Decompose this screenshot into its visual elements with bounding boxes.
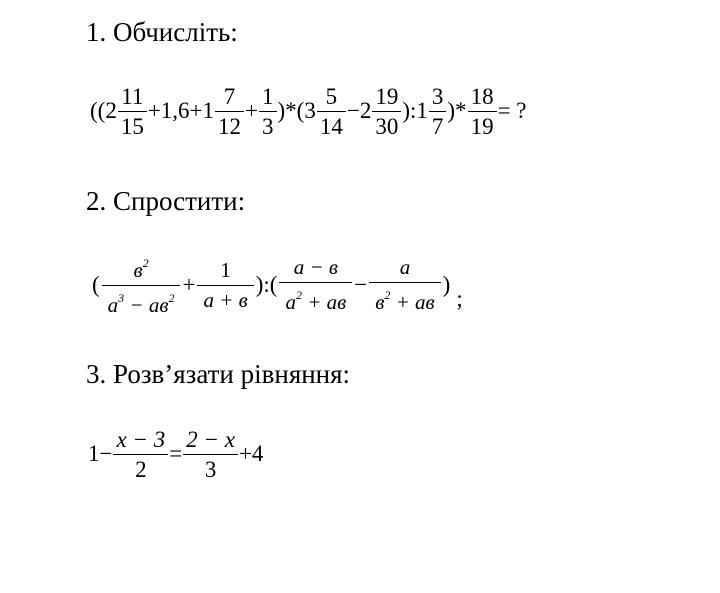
equals-sign: = — [169, 441, 183, 466]
expr-token: 1− — [88, 441, 113, 466]
fraction — [183, 427, 238, 482]
exponent: 2 — [168, 290, 175, 305]
task-3-equation — [88, 422, 263, 486]
numerator: a − в — [293, 255, 339, 279]
denominator: 15 — [118, 111, 147, 139]
numerator: 19 — [375, 83, 399, 109]
denominator — [369, 282, 440, 315]
denominator: 19 — [468, 111, 497, 139]
exponent: 2 — [384, 288, 391, 302]
numerator: 7 — [223, 83, 236, 109]
semicolon: ; — [456, 286, 463, 311]
denominator: 12 — [215, 111, 244, 139]
var: в — [133, 257, 143, 282]
fraction — [317, 84, 346, 139]
denominator — [279, 282, 352, 315]
var: в — [375, 290, 385, 314]
denominator: 3 — [183, 454, 238, 482]
fraction — [429, 84, 447, 139]
denominator: 7 — [429, 111, 447, 139]
fraction — [118, 84, 147, 139]
var: − aв — [124, 292, 169, 317]
numerator: 3 — [431, 83, 444, 109]
numerator: 11 — [121, 83, 144, 109]
numerator — [128, 253, 155, 285]
exponent: 2 — [142, 255, 149, 270]
numerator: 1 — [262, 83, 274, 109]
minus-sign: − — [354, 272, 368, 297]
denominator — [102, 285, 181, 318]
exponent: 2 — [295, 288, 302, 302]
task-3-heading: 3. Розв’язати рівняння: — [86, 359, 351, 389]
numerator: 2 − x — [186, 426, 235, 452]
fraction — [215, 84, 244, 139]
numerator: 18 — [470, 83, 494, 109]
expr-token: −2 — [346, 98, 372, 123]
var: + aв — [301, 290, 347, 314]
expr-token: ((2 — [90, 98, 117, 123]
denominator: a + в — [197, 285, 253, 313]
denominator: 30 — [372, 111, 401, 139]
expr-token: )* — [447, 98, 467, 123]
numerator: a — [399, 255, 411, 279]
close-paren: ) — [442, 272, 451, 297]
task-2-expression — [92, 252, 463, 318]
fraction — [279, 255, 352, 315]
denominator: 3 — [259, 111, 277, 139]
var: + aв — [390, 290, 435, 314]
fraction — [259, 84, 277, 139]
denominator: 14 — [317, 111, 346, 139]
exponent: 3 — [118, 290, 125, 305]
expr-token: +1,6+1 — [147, 98, 215, 123]
expr-token: = ? — [497, 98, 527, 123]
expr-token: + — [245, 98, 259, 123]
fraction — [113, 427, 168, 482]
expr-token: )*(3 — [277, 98, 316, 123]
plus-sign: + — [182, 272, 196, 297]
fraction — [372, 84, 401, 139]
expr-token: ):1 — [402, 98, 428, 123]
task-1-expression — [90, 80, 527, 142]
open-paren: ( — [92, 272, 100, 297]
fraction — [102, 253, 181, 318]
task-2-heading: 2. Спростити: — [86, 186, 246, 216]
fraction — [197, 258, 253, 313]
numerator: 5 — [325, 83, 338, 109]
var: a — [107, 292, 119, 317]
fraction — [369, 255, 440, 315]
task-1-heading: 1. Обчисліть: — [86, 17, 238, 47]
expr-token: +4 — [238, 441, 264, 466]
fraction — [468, 84, 497, 139]
divide-sign: ):( — [255, 272, 278, 297]
numerator: x − 3 — [116, 426, 166, 452]
numerator: 1 — [220, 257, 231, 282]
var: a — [285, 290, 296, 314]
denominator: 2 — [113, 454, 168, 482]
